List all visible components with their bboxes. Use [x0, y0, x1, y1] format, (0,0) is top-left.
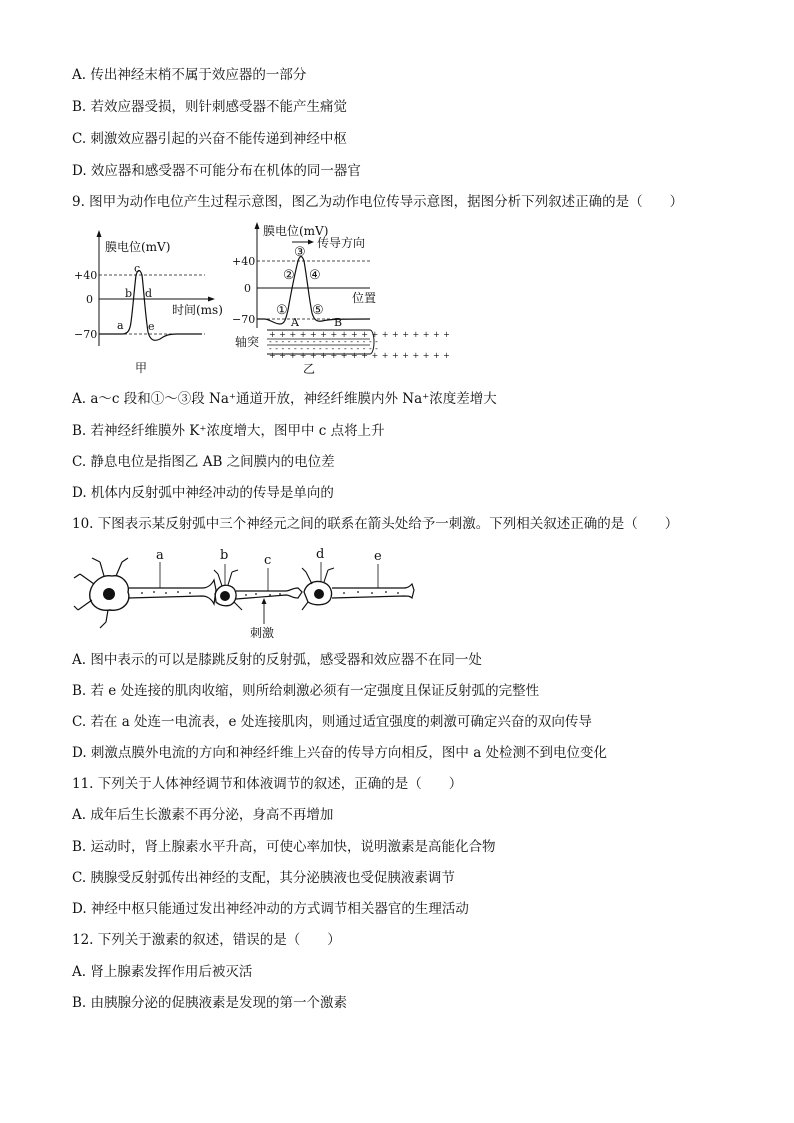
yi-segment-1: ①	[276, 303, 288, 318]
neuron-label-a: a	[156, 548, 164, 563]
jia-point-e: e	[148, 320, 155, 333]
jia-tick-minus70: −70	[74, 328, 98, 341]
jia-point-b: b	[125, 287, 133, 300]
yi-point-a: A	[291, 316, 299, 329]
q10-option-c: C. 若在 a 处连一电流表，e 处连接肌肉，则通过适宜强度的刺激可确定兴奋的双向传导	[72, 714, 592, 730]
jia-tick-plus40: +40	[74, 269, 98, 282]
q8-option-d: D. 效应器和感受器不可能分布在机体的同一器官	[72, 163, 361, 179]
jia-point-c: c	[134, 262, 141, 275]
q9-option-a: A. a～c 段和①～③段 Na⁺通道开放，神经纤维膜内外 Na⁺浓度差增大	[72, 391, 497, 407]
q11-option-b: B. 运动时，肾上腺素水平升高，可使心率加快，说明激素是高能化合物	[72, 839, 496, 855]
svg-text:+ + + + + + + + + + + + + + +: + + + + + + + + + + + + + + + + + +	[269, 351, 451, 360]
q9-option-d: D. 机体内反射弧中神经冲动的传导是单向的	[72, 485, 334, 501]
q10-option-d: D. 刺激点膜外电流的方向和神经纤维上兴奋的传导方向相反，图中 a 处检测不到电位变化	[72, 745, 608, 761]
q11-option-c: C. 胰腺受反射弧传出神经的支配，其分泌胰液也受促胰液素调节	[72, 870, 455, 886]
yi-point-b: B	[334, 316, 343, 329]
yi-segment-2: ②	[283, 268, 295, 283]
jia-caption: 甲	[135, 361, 148, 375]
jia-xlabel: 时间(ms)	[172, 303, 223, 317]
yi-tick-minus70: −70	[232, 313, 256, 326]
yi-ylabel: 膜电位(mV)	[263, 224, 329, 238]
jia-tick-zero: 0	[86, 293, 93, 306]
figure-jia-action-potential	[72, 222, 237, 377]
neuron-label-b: b	[220, 548, 229, 563]
q12-stem: 12. 下列关于激素的叙述，错误的是（ ）	[72, 932, 341, 948]
q12-option-a: A. 肾上腺素发挥作用后被灭活	[72, 964, 253, 980]
neuron-label-e: e	[374, 549, 382, 564]
figure-yi-conduction	[230, 218, 451, 378]
q9-option-b: B. 若神经纤维膜外 K⁺浓度增大，图甲中 c 点将上升	[72, 423, 385, 439]
neuron-label-c: c	[264, 553, 272, 568]
yi-segment-4: ④	[309, 268, 321, 283]
yi-tick-zero: 0	[244, 282, 251, 295]
svg-text:- - - - - - - - - - - - - - -: - - - - - - - - - - - - - - - - - -	[269, 344, 379, 353]
q8-option-c: C. 刺激效应器引起的兴奋不能传递到神经中枢	[72, 131, 347, 147]
neuron-label-d: d	[316, 547, 325, 562]
q11-option-a: A. 成年后生长激素不再分泌，身高不再增加	[72, 807, 334, 823]
figure-reflex-arc-neurons	[72, 544, 432, 644]
jia-point-d: d	[145, 287, 153, 300]
q8-option-b: B. 若效应器受损，则针刺感受器不能产生痛觉	[72, 99, 348, 115]
stimulus-label: 刺激	[250, 626, 275, 640]
yi-axon-label: 轴突	[235, 335, 260, 349]
q11-option-d: D. 神经中枢只能通过发出神经冲动的方式调节相关器官的生理活动	[72, 901, 469, 917]
q10-option-b: B. 若 e 处连接的肌肉收缩，则所给刺激必须有一定强度且保证反射弧的完整性	[72, 683, 540, 699]
svg-text:+ + + + + + + + + + + + + + +: + + + + + + + + + + + + + + + + + +	[269, 330, 451, 339]
yi-xlabel: 位置	[352, 291, 377, 305]
q9-option-c: C. 静息电位是指图乙 AB 之间膜内的电位差	[72, 454, 335, 470]
yi-segment-3: ③	[294, 245, 306, 260]
q12-option-b: B. 由胰腺分泌的促胰液素是发现的第一个激素	[72, 995, 348, 1011]
svg-text:- - - - - - - - - - - - - - -: - - - - - - - - - - - - - - - - - -	[269, 337, 379, 346]
jia-ylabel: 膜电位(mV)	[105, 240, 171, 254]
yi-segment-5: ⑤	[312, 303, 324, 318]
q9-stem: 9. 图甲为动作电位产生过程示意图，图乙为动作电位传导示意图，据图分析下列叙述正确的是（ ）	[72, 194, 684, 210]
q10-option-a: A. 图中表示的可以是膝跳反射的反射弧，感受器和效应器不在同一处	[72, 652, 482, 668]
q10-stem: 10. 下图表示某反射弧中三个神经元之间的联系在箭头处给予一刺激。下列相关叙述正确的是（ ）	[72, 516, 679, 532]
yi-direction-label: 传导方向	[317, 236, 366, 250]
q8-option-a: A. 传出神经末梢不属于效应器的一部分	[72, 67, 307, 83]
yi-caption: 乙	[303, 362, 316, 376]
yi-tick-plus40: +40	[232, 255, 256, 268]
q11-stem: 11. 下列关于人体神经调节和体液调节的叙述，正确的是（ ）	[72, 776, 463, 792]
jia-point-a: a	[117, 319, 124, 332]
